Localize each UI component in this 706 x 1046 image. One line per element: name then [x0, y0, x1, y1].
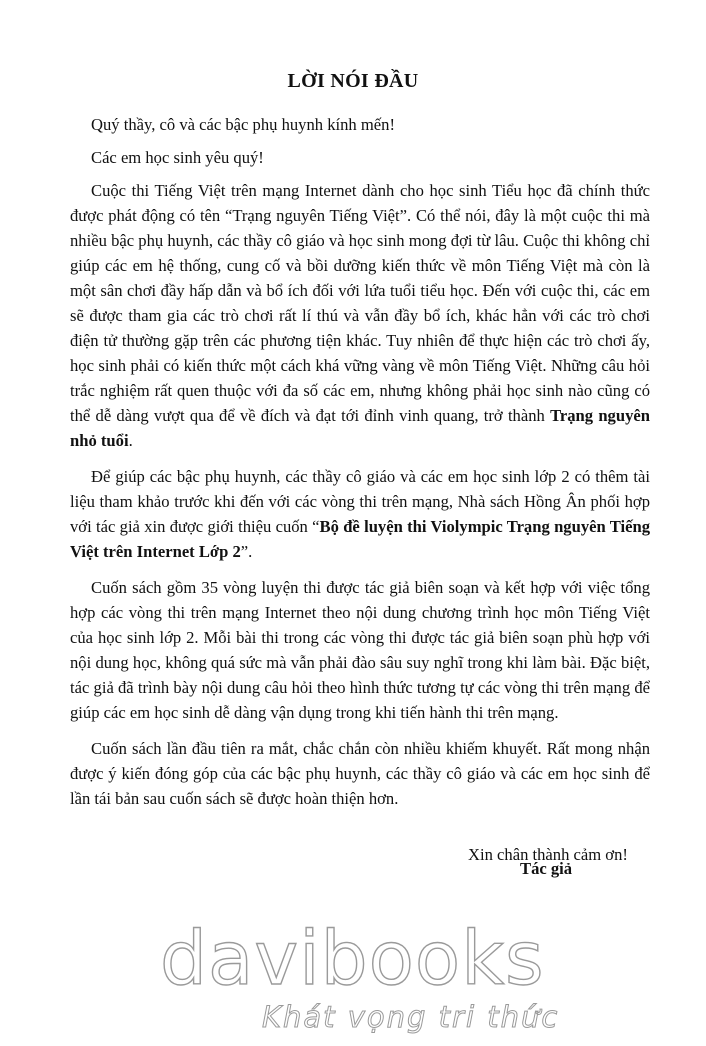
- paragraph-closing: Cuốn sách lần đầu tiên ra mắt, chắc chắn còn nhiều khiếm khuyết. Rất mong nhận được ý kiến đóng góp của các bậc phụ huynh, các thầy cô giáo và các em học sinh để lần tái bản sau cuốn sách sẽ được hoàn thiện hơn.: [70, 739, 650, 808]
- watermark-brand: davibooks: [160, 916, 545, 1002]
- signoff-thanks: Xin chân thành cảm ơn!: [468, 845, 628, 864]
- page-title: LỜI NÓI ĐẦU: [287, 70, 419, 92]
- paragraph-intro-text: Cuộc thi Tiếng Việt trên mạng Internet dành cho học sinh Tiểu học đã chính thức được phát động có tên “Trạng nguyên Tiếng Việt”. Có thể nói, đây là một cuộc thi mà nhiều bậc phụ huynh, các thầy cô giáo và học sinh mong đợi từ lâu. Cuộc thi không chỉ giúp các em hệ thống, cung cố và bồi dưỡng kiến thức về môn Tiếng Việt mà còn là một sân chơi đầy hấp dẫn và bổ ích đối với lứa tuổi tiểu học. Đến với cuộc thi, các em sẽ được tham gia các trò chơi rất lí thú và vẫn đầy bổ ích, khác hẳn với các trò chơi điện tử thường gặp trên các phương tiện khác. Tuy nhiên để thực hiện các trò chơi ấy, học sinh phải có kiến thức một cách khá vững vàng về môn Tiếng Việt. Những câu hỏi trắc nghiệm rất quen thuộc với đa số các em, nhưng không phải học sinh nào cũng có thể dễ dàng vượt qua để về đích và đạt tới đỉnh vinh quang, trở thành: [70, 181, 650, 425]
- paragraph-intro: [70, 178, 650, 453]
- paragraph-book-intro-end: ”.: [240, 542, 253, 561]
- paragraph-intro-bold: Trạng nguyên nhỏ tuổi: [70, 406, 650, 450]
- preface-body: [70, 112, 650, 822]
- paragraph-book-intro-text: Để giúp các bậc phụ huynh, các thầy cô giáo và các em học sinh lớp 2 có thêm tài liệu tham khảo trước khi đến với các vòng thi trên mạng, Nhà sách Hồng Ân phối hợp với tác giả xin được giới thiệu cuốn “: [70, 467, 650, 536]
- paragraph-intro-end: .: [128, 431, 133, 450]
- greeting-students: Các em học sinh yêu quý!: [91, 148, 264, 167]
- paragraph-book-intro: [70, 464, 650, 564]
- greeting-teachers-parents: Quý thầy, cô và các bậc phụ huynh kính mến!: [91, 115, 395, 134]
- author-signature: Tác giả: [520, 859, 573, 878]
- watermark-slogan: Khát vọng tri thức: [262, 1000, 560, 1034]
- book-title: Bộ đề luyện thi Violympic Trạng nguyên Tiếng Việt trên Internet Lớp 2: [70, 517, 650, 561]
- paragraph-content: Cuốn sách gồm 35 vòng luyện thi được tác giả biên soạn và kết hợp với việc tổng hợp các vòng thi trên mạng Internet theo nội dung chương trình học môn Tiếng Việt của học sinh lớp 2. Mỗi bài thi trong các vòng thi được tác giả biên soạn phù hợp với nội dung học, không quá sức mà vẫn phải đào sâu suy nghĩ trong khi làm bài. Đặc biệt, tác giả đã trình bày nội dung câu hỏi theo hình thức tương tự các vòng thi trên mạng để giúp các em học sinh dễ dàng vận dụng trong khi tiến hành thi trên mạng.: [70, 578, 650, 722]
